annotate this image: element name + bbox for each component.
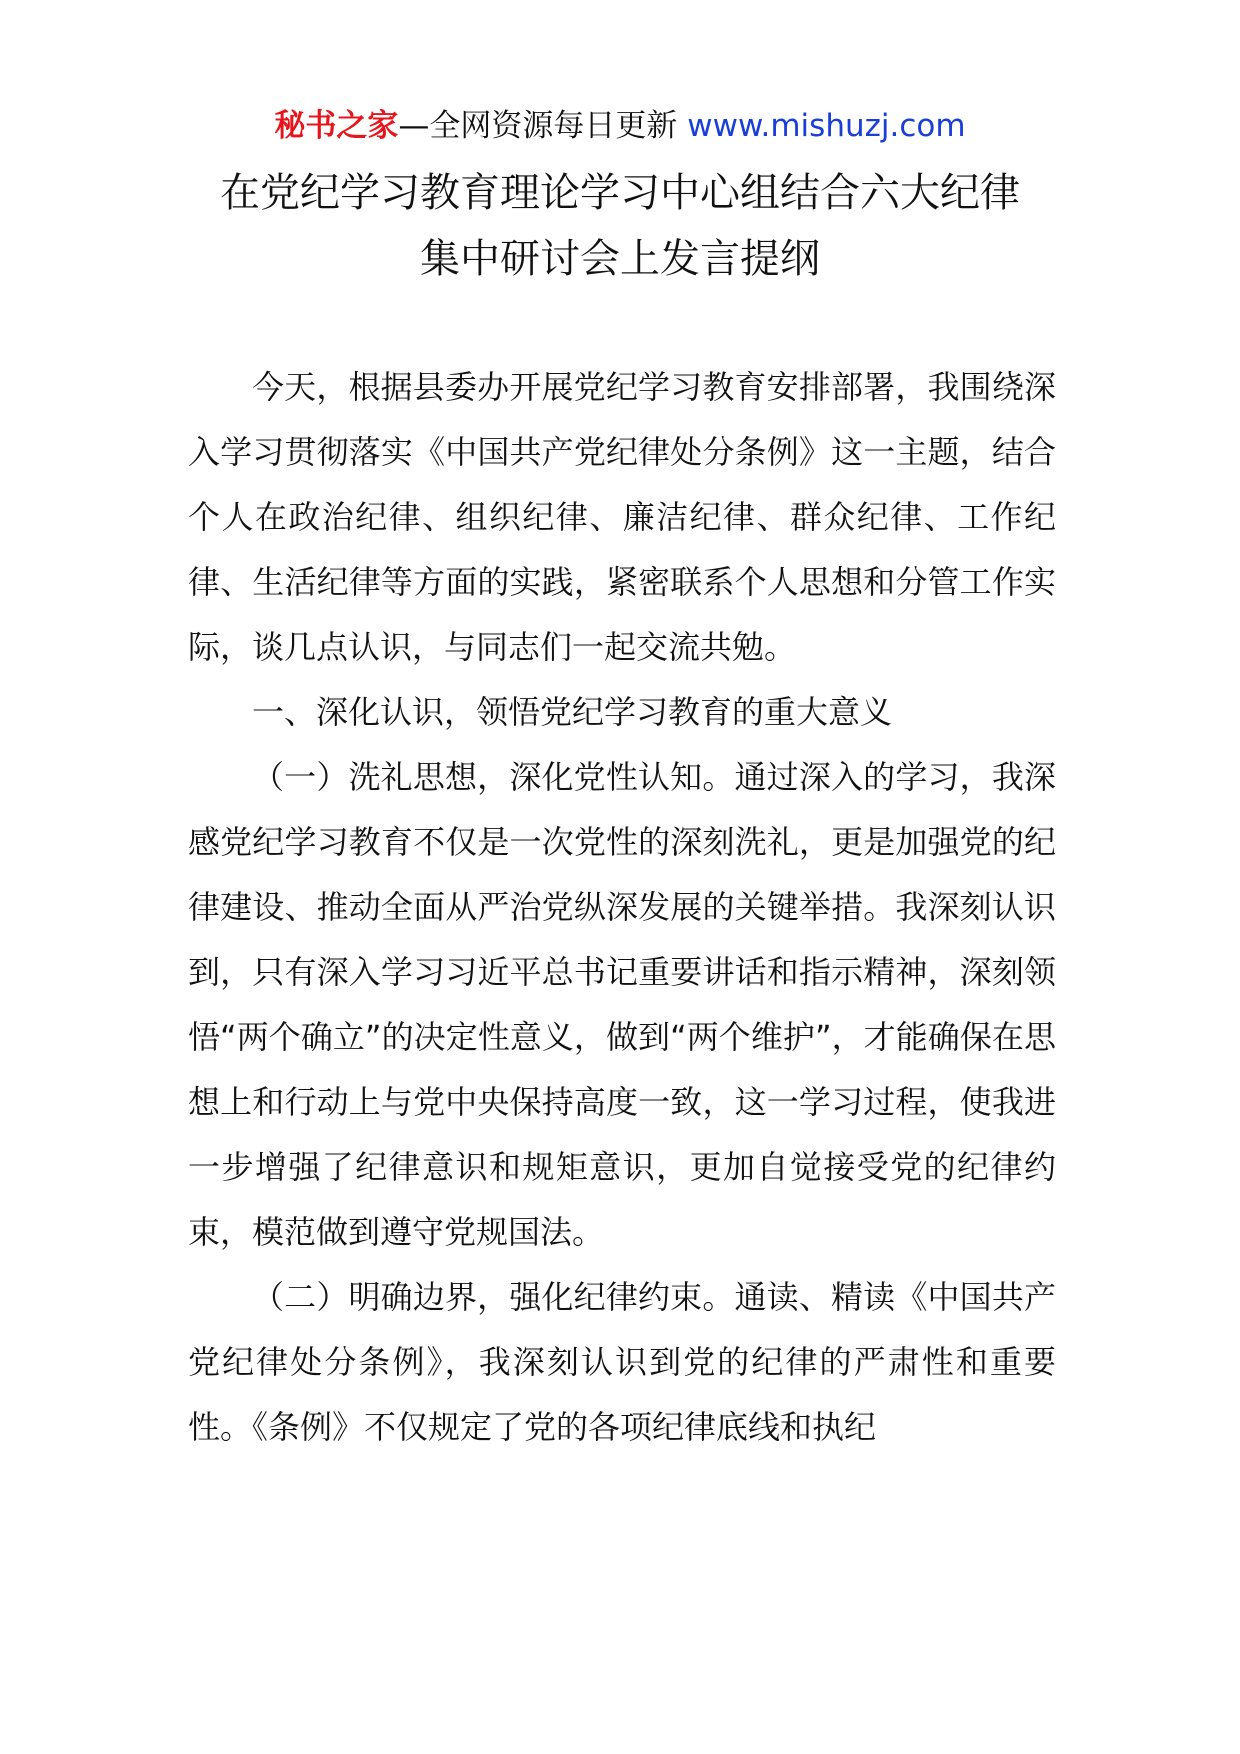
document-title — [120, 160, 1120, 292]
section-heading: 一、深化认识，领悟党纪学习教育的重大意义 — [252, 693, 893, 731]
document-title-line-2: 集中研讨会上发言提纲 — [420, 236, 820, 282]
subsection-paragraph-2: （二）明确边界，强化纪律约束。通读、精读《中国共产党纪律处分条例》，我深刻认识到党的纪律的严肃性和重要性。《条例》不仅规定了党的各项纪律底线和执纪 — [188, 1278, 1056, 1446]
subsection-paragraph-1: （一）洗礼思想，深化党性认知。通过深入的学习，我深感党纪学习教育不仅是一次党性的深刻洗礼，更是加强党的纪律建设、推动全面从严治党纵深发展的关键举措。我深刻认识到，只有深入学习习近平总书记重要讲话和指示精神，深刻领悟“两个确立”的决定性意义，做到“两个维护”，才能确保在思想上和行动上与党中央保持高度一致，这一学习过程，使我进一步增强了纪律意识和规矩意识，更加自觉接受党的纪律约束，模范做到遵守党规国法。 — [188, 758, 1056, 1251]
site-url-link[interactable]: www.mishuzj.com — [687, 108, 966, 144]
site-header — [0, 104, 1240, 148]
document-body — [188, 355, 1056, 1460]
document-title-line-1: 在党纪学习教育理论学习中心组结合六大纪律 — [220, 170, 1020, 216]
intro-paragraph: 今天，根据县委办开展党纪学习教育安排部署，我围绕深入学习贯彻落实《中国共产党纪律处分条例》这一主题，结合个人在政治纪律、组织纪律、廉洁纪律、群众纪律、工作纪律、生活纪律等方面的实践，紧密联系个人思想和分管工作实际，谈几点认识，与同志们一起交流共勉。 — [188, 368, 1056, 666]
site-tagline: —全网资源每日更新 — [398, 108, 688, 144]
site-brand: 秘书之家 — [274, 108, 399, 144]
